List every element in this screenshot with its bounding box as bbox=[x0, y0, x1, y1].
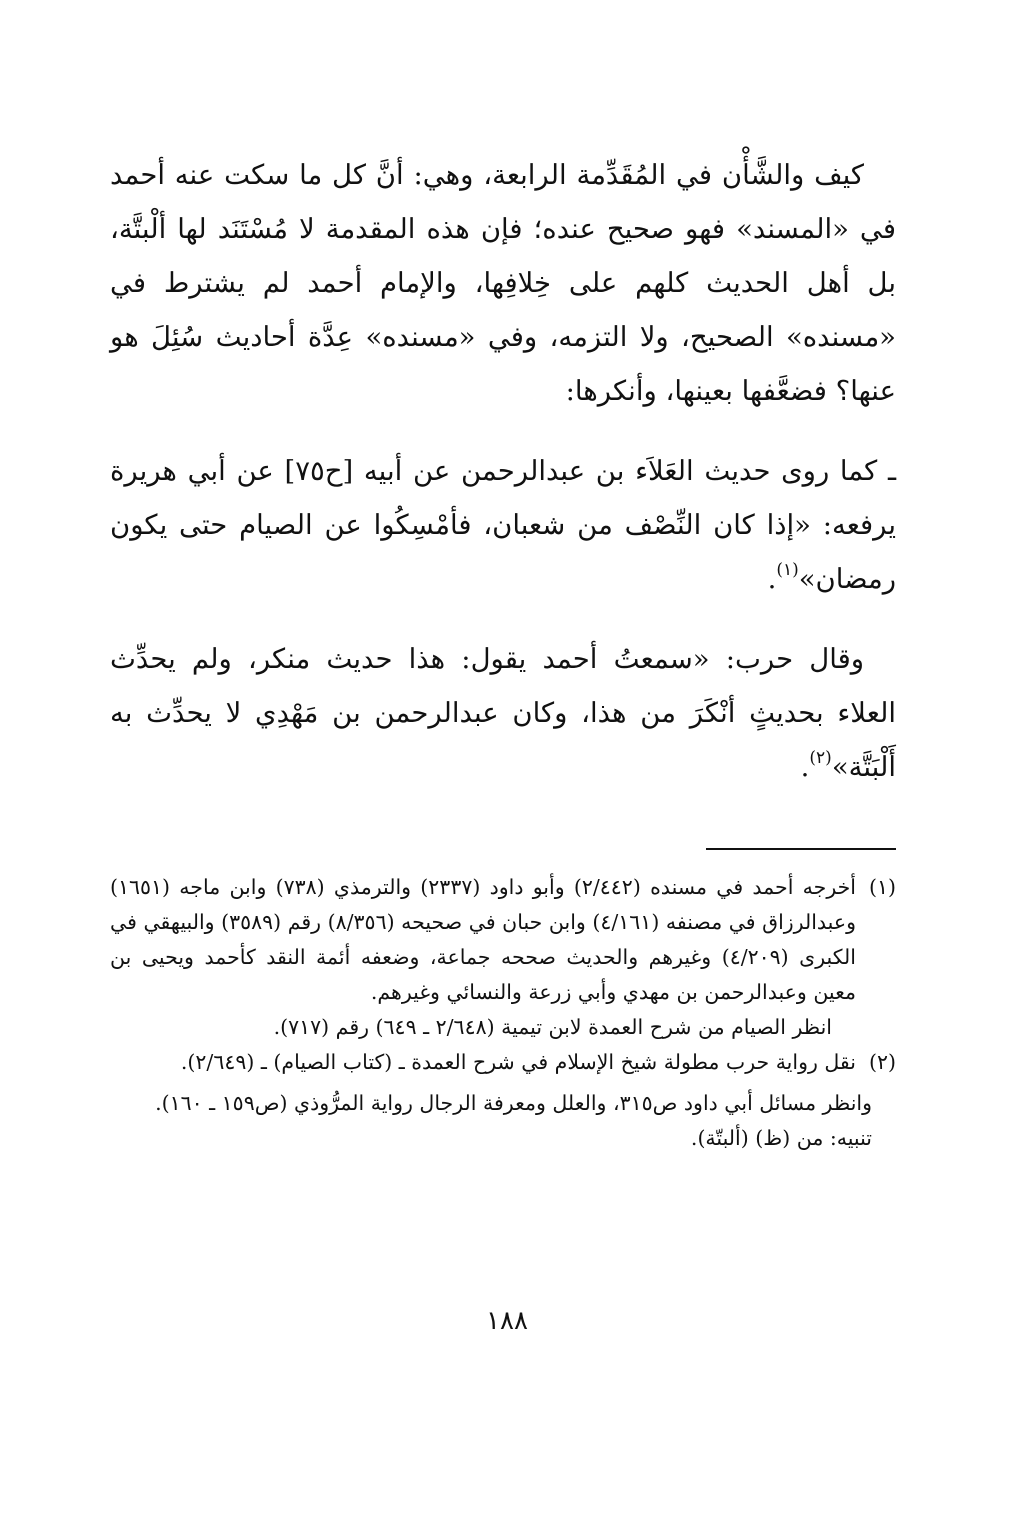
footnote-2 bbox=[110, 1045, 896, 1080]
footnote-ref-2: (٢) bbox=[809, 748, 832, 768]
paragraph-2-end: . bbox=[767, 563, 777, 595]
footnote-2-continuation bbox=[110, 1086, 896, 1156]
footnote-2-text: نقل رواية حرب مطولة شيخ الإسلام في شرح العمدة ـ (كتاب الصيام) ـ (٢/٦٤٩). bbox=[180, 1050, 856, 1074]
footnote-ref-1: (١) bbox=[776, 560, 799, 580]
main-text bbox=[110, 148, 896, 794]
paragraph-2 bbox=[110, 444, 896, 606]
footnote-1-text: أخرجه أحمد في مسنده (٢/٤٤٢) وأبو داود (٢٣٣٧) والترمذي (٧٣٨) وابن ماجه (١٦٥١) وعبدالرزاق في مصنفه (٤/١٦١) وابن حبان في صحيحه (٨/٣٥٦) رقم (٣٥٨٩) والبيهقي في الكبرى (٤/٢٠٩) وغيرهم والحديث صححه جماعة، وضعفه أئمة النقد كأحمد ويحيى بن معين وعبدالرحمن بن مهدي وأبي زرعة والنسائي وغيرهم. bbox=[110, 875, 856, 1004]
footnote-2-note: تنبيه: من (ظ) (ألبتّة). bbox=[690, 1126, 872, 1150]
paragraph-2-text: ـ كما روى حديث العَلاَء بن عبدالرحمن عن أبيه [ح٧٥] عن أبي هريرة يرفعه: «إذا كان النِّصْف من شعبان، فأمْسِكُوا عن الصيام حتى يكون رمضان» bbox=[110, 455, 896, 595]
footnote-1-number: (١) bbox=[868, 875, 896, 899]
paragraph-3-end: . bbox=[800, 751, 810, 783]
footnotes bbox=[110, 870, 896, 1156]
footnote-2-number: (٢) bbox=[868, 1050, 896, 1074]
paragraph-3-text: وقال حرب: «سمعتُ أحمد يقول: هذا حديث منكر، ولم يحدِّث العلاء بحديثٍ أنْكَرَ من هذا، وكان عبدالرحمن بن مَهْدِي لا يحدِّث به أَلْبَتَّة» bbox=[110, 643, 896, 783]
footnote-1-reference: انظر الصيام من شرح العمدة لابن تيمية (٢/٦٤٨ ـ ٦٤٩) رقم (٧١٧). bbox=[273, 1015, 832, 1039]
paragraph-3 bbox=[110, 632, 896, 794]
paragraph-1: كيف والشَّأْن في المُقَدِّمة الرابعة، وهي: أنَّ كل ما سكت عنه أحمد في «المسند» فهو صحيح عنده؛ فإن هذه المقدمة لا مُسْتَنَد لها ألْبتَّة، بل أهل الحديث كلهم على خِلافِها، والإمام أحمد لم يشترط في «مسنده» الصحيح، ولا التزمه، وفي «مسنده» عِدَّة أحاديث سُئِلَ هو عنها؟ فضعَّفها بعينها، وأنكرها: bbox=[110, 159, 896, 407]
footnote-separator bbox=[706, 848, 896, 850]
footnote-2-see-also: وانظر مسائل أبي داود ص٣١٥، والعلل ومعرفة الرجال رواية المرُّوذي (ص١٥٩ ـ ١٦٠). bbox=[155, 1091, 872, 1115]
page-number: ١٨٨ bbox=[486, 1306, 528, 1336]
footnote-1 bbox=[110, 870, 896, 1045]
